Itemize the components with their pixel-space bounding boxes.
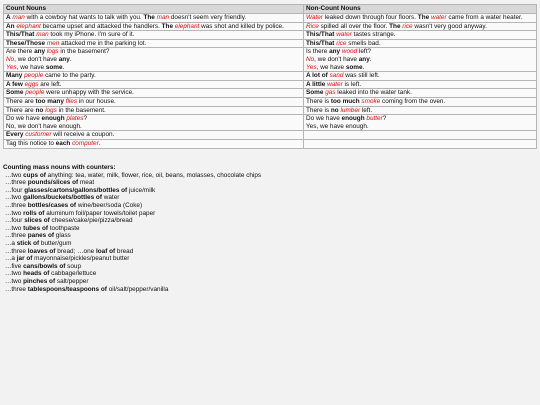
- non-count-noun-cell: [304, 106, 537, 115]
- table-header-row: [4, 5, 537, 14]
- determiner-phrase: some: [45, 63, 63, 71]
- count-nouns-header: Count Nouns: [4, 5, 304, 14]
- counter-item: [3, 270, 261, 278]
- cell-line: [306, 107, 534, 115]
- counter-phrase: gallons/buckets/bottles of: [23, 194, 102, 202]
- cell-line: [6, 72, 301, 80]
- determiner-phrase: any: [329, 48, 341, 56]
- sentence-text: There are: [6, 97, 36, 105]
- determiner-phrase: too much: [330, 97, 360, 105]
- example-noun: man: [36, 31, 49, 39]
- sentence-text: were unhappy with the service.: [44, 89, 134, 97]
- sentence-text: There are: [6, 106, 36, 114]
- example-noun: smoke: [361, 97, 381, 105]
- non-count-nouns-header: Non-Count Nouns: [304, 5, 537, 14]
- counter-phrase: pinches of: [23, 277, 56, 285]
- sentence-text: Yes, we have enough.: [306, 122, 369, 130]
- sentence-text: .: [62, 63, 65, 71]
- sentence-text: attacked me in the parking lot.: [59, 39, 147, 47]
- determiner-phrase: Many: [6, 72, 23, 80]
- example-noun: people: [25, 89, 45, 97]
- count-noun-cell: [4, 72, 304, 81]
- counter-text: …two: [5, 209, 24, 217]
- counter-text: …three: [5, 247, 28, 255]
- non-count-noun-cell: [304, 14, 537, 23]
- example-noun: butter: [366, 115, 383, 123]
- counter-text: …three: [5, 201, 28, 209]
- example-noun: men: [46, 39, 60, 47]
- determiner-phrase: A few: [6, 80, 23, 88]
- table-row: [4, 48, 537, 72]
- non-count-noun-cell: [304, 131, 537, 140]
- count-noun-cell: [4, 89, 304, 98]
- sentence-text: .: [362, 63, 365, 71]
- cell-line: [306, 31, 534, 39]
- determiner-phrase: This/That: [6, 31, 35, 39]
- sentence-text: in the basement.: [56, 106, 106, 114]
- counter-phrase: slices of: [24, 217, 50, 225]
- non-count-noun-cell: [304, 97, 537, 106]
- sentence-text: There is: [306, 97, 331, 105]
- sentence-text: ?: [83, 115, 88, 123]
- cell-line: [306, 81, 534, 89]
- counter-text: cheese/cake/pie/pizza/bread: [49, 217, 133, 225]
- sentence-text: coming from the oven.: [380, 97, 446, 105]
- counter-text: …five: [5, 262, 24, 270]
- counter-item: [3, 187, 261, 195]
- sentence-text: ?: [382, 115, 387, 123]
- count-noun-cell: [4, 131, 304, 140]
- example-noun: rice: [336, 39, 347, 47]
- counter-phrase: heads of: [23, 270, 50, 278]
- cell-line: [306, 64, 534, 72]
- table-row: [4, 39, 537, 48]
- sentence-text: No, we don't have enough.: [6, 122, 82, 130]
- counter-phrase: loaves of: [27, 247, 56, 255]
- sentence-text: are left.: [38, 80, 62, 88]
- sentence-text: will receive a coupon.: [51, 131, 115, 139]
- sentence-text: took my iPhone. I'm sure of it.: [48, 31, 135, 39]
- determiner-phrase: enough: [341, 115, 365, 123]
- sentence-text: was shot and killed by police.: [199, 22, 284, 30]
- counter-phrase: loaf of: [95, 247, 116, 255]
- counters-heading: Counting mass nouns with counters:: [3, 164, 116, 171]
- example-noun: man: [156, 14, 170, 21]
- non-count-noun-cell: [304, 89, 537, 98]
- cell-line: [306, 115, 534, 123]
- cell-line: [306, 123, 534, 131]
- example-noun: Yes: [6, 63, 17, 71]
- sentence-text: , we don't have: [14, 55, 59, 63]
- sentence-text: Do we have: [306, 115, 342, 123]
- counter-phrase: jar of: [16, 255, 33, 263]
- count-noun-cell: [4, 39, 304, 48]
- example-noun: No: [306, 55, 315, 63]
- cell-line: [306, 48, 534, 56]
- count-noun-cell: [4, 14, 304, 23]
- cell-line: [6, 48, 301, 56]
- cell-line: [306, 98, 534, 106]
- example-noun: logs: [46, 48, 59, 56]
- determiner-phrase: A: [6, 14, 11, 21]
- example-noun: elephant: [174, 22, 200, 30]
- table-row: [4, 14, 537, 23]
- counter-text: …two: [5, 224, 24, 232]
- counter-text: …three: [5, 285, 28, 293]
- counter-text: …a: [5, 239, 17, 247]
- sentence-text: Tag this notice to: [6, 139, 56, 147]
- determiner-phrase: A little: [306, 80, 326, 88]
- example-noun: Water: [306, 14, 323, 21]
- table-row: [4, 115, 537, 131]
- non-count-noun-cell: [304, 72, 537, 81]
- noun-comparison-table: [3, 4, 537, 149]
- non-count-noun-cell: [304, 39, 537, 48]
- cell-line: [6, 98, 301, 106]
- sentence-text: , we don't have: [314, 55, 359, 63]
- counter-item: [3, 210, 261, 218]
- sentence-text: came to the party.: [43, 72, 96, 80]
- count-noun-cell: [4, 22, 304, 31]
- counter-text: bread: [115, 247, 134, 255]
- table-row: [4, 106, 537, 115]
- cell-line: [306, 23, 534, 31]
- example-noun: man: [12, 14, 25, 21]
- counter-text: toothpaste: [47, 224, 80, 232]
- cell-line: [6, 40, 301, 48]
- non-count-noun-cell: [304, 139, 537, 148]
- sentence-text: left.: [360, 106, 373, 114]
- counter-phrase: stick of: [16, 239, 40, 247]
- counter-text: …two: [5, 277, 24, 285]
- table-row: [4, 89, 537, 98]
- non-count-noun-cell: [304, 115, 537, 131]
- non-count-noun-cell: [304, 80, 537, 89]
- counter-item: [3, 194, 261, 202]
- counter-phrase: panes of: [27, 232, 55, 240]
- counter-text: …two: [5, 270, 24, 278]
- example-noun: eggs: [24, 80, 39, 88]
- counter-phrase: pounds/slices of: [27, 179, 79, 187]
- counter-phrase: cans/bowls of: [23, 262, 66, 270]
- example-noun: rice: [402, 22, 413, 30]
- counter-phrase: cups of: [23, 171, 46, 179]
- example-noun: No: [6, 55, 15, 63]
- counter-text: …three: [5, 179, 28, 187]
- example-noun: customer: [25, 131, 52, 139]
- counter-item: [3, 248, 261, 256]
- determiner-phrase: enough: [41, 115, 65, 123]
- counter-text: …three: [5, 232, 28, 240]
- counter-text: aluminum foil/paper towels/toilet paper: [44, 209, 156, 217]
- sentence-text: .: [369, 55, 372, 63]
- counter-item: [3, 179, 261, 187]
- counter-item: [3, 202, 261, 210]
- counter-phrase: tubes of: [23, 224, 48, 232]
- counter-text: …a: [5, 255, 17, 263]
- sentence-text: leaked down through four floors.: [322, 14, 418, 21]
- counter-item: [3, 263, 261, 271]
- cell-line: [6, 140, 301, 148]
- determiner-phrase: some: [345, 63, 363, 71]
- sentence-text: , we have: [16, 63, 46, 71]
- cell-line: [6, 14, 301, 22]
- counter-phrase: glasses/cartons/gallons/bottles of: [24, 186, 128, 194]
- example-noun: lumber: [340, 106, 361, 114]
- example-noun: water: [430, 14, 447, 21]
- counter-text: butter/gum: [39, 239, 72, 247]
- count-noun-cell: [4, 31, 304, 40]
- sentence-text: came from a water heater.: [446, 14, 523, 21]
- counter-item: [3, 232, 261, 240]
- determiner-phrase: An: [6, 22, 15, 30]
- table-row: [4, 31, 537, 40]
- example-noun: plates: [66, 115, 84, 123]
- sentence-text: Do we have: [6, 115, 42, 123]
- table-row: [4, 80, 537, 89]
- determiner-phrase: These/Those: [6, 39, 46, 47]
- cell-line: [6, 31, 301, 39]
- count-noun-cell: [4, 80, 304, 89]
- counter-phrase: bottles/cases of: [27, 201, 77, 209]
- cell-line: [6, 123, 301, 131]
- table-row: [4, 72, 537, 81]
- example-noun: wood: [341, 48, 358, 56]
- counter-text: water: [101, 194, 120, 202]
- sentence-text: left?: [357, 48, 372, 56]
- sentence-text: doesn't seem very friendly.: [169, 14, 247, 21]
- example-noun: logs: [45, 106, 57, 114]
- determiner-phrase: The: [417, 14, 430, 21]
- counter-text: juice/milk: [127, 186, 156, 194]
- example-noun: sand: [329, 72, 344, 80]
- table-body: [4, 14, 537, 149]
- sentence-text: was still left.: [343, 72, 380, 80]
- determiner-phrase: each: [55, 139, 71, 147]
- example-noun: elephant: [16, 22, 41, 30]
- counter-item: [3, 286, 261, 294]
- sentence-text: smells bad.: [346, 39, 381, 47]
- determiner-phrase: Every: [6, 131, 24, 139]
- example-noun: people: [24, 72, 44, 80]
- table-row: [4, 139, 537, 148]
- counter-text: wine/beer/soda (Coke): [76, 201, 143, 209]
- cell-line: [306, 72, 534, 80]
- non-count-noun-cell: [304, 31, 537, 40]
- determiner-phrase: too many: [35, 97, 64, 105]
- determiner-phrase: any: [358, 55, 370, 63]
- non-count-noun-cell: [304, 22, 537, 31]
- sentence-text: .: [98, 139, 101, 147]
- non-count-noun-cell: [304, 48, 537, 72]
- determiner-phrase: The: [161, 22, 174, 30]
- counter-text: glass: [54, 232, 71, 240]
- sentence-text: tastes strange.: [351, 31, 396, 39]
- counters-section: [3, 164, 261, 293]
- example-noun: Yes: [306, 63, 317, 71]
- counter-item: [3, 172, 261, 180]
- sentence-text: became upset and attacked the handlers.: [40, 22, 162, 30]
- example-noun: Rice: [306, 22, 319, 30]
- determiner-phrase: any: [34, 48, 46, 56]
- count-noun-cell: [4, 106, 304, 115]
- counter-item: [3, 278, 261, 286]
- sentence-text: .: [69, 55, 72, 63]
- sentence-text: Is there: [306, 48, 330, 56]
- sentence-text: in the basement?: [58, 48, 110, 56]
- cell-line: [306, 14, 534, 22]
- cell-line: [6, 81, 301, 89]
- sentence-text: , we have: [316, 63, 346, 71]
- sentence-text: spilled all over the floor.: [318, 22, 390, 30]
- cell-line: [6, 89, 301, 97]
- count-noun-cell: [4, 115, 304, 131]
- example-noun: gas: [325, 89, 336, 97]
- example-noun: computer: [72, 139, 99, 147]
- example-noun: water: [327, 80, 343, 88]
- determiner-phrase: The: [143, 14, 155, 21]
- sentence-text: in our house.: [77, 97, 116, 105]
- counter-item: [3, 217, 261, 225]
- counter-text: …four: [5, 217, 25, 225]
- count-noun-cell: [4, 48, 304, 72]
- counter-phrase: tablespoons/teaspoons of: [27, 285, 107, 293]
- sentence-text: Are there: [6, 48, 35, 56]
- determiner-phrase: This/That: [306, 39, 335, 47]
- table-row: [4, 22, 537, 31]
- determiner-phrase: Some: [306, 89, 324, 97]
- counter-text: oil/salt/pepper/vanilla: [106, 285, 169, 293]
- cell-line: [6, 107, 301, 115]
- table-row: [4, 131, 537, 140]
- counter-text: …two: [5, 171, 24, 179]
- counter-text: …four: [5, 186, 25, 194]
- sentence-text: wasn't very good anyway.: [412, 22, 487, 30]
- table-row: [4, 97, 537, 106]
- counter-text: anything: tea, water, milk, flower, rice, oil, beans, molasses, chocolate chips: [45, 171, 262, 179]
- cell-line: [6, 131, 301, 139]
- example-noun: water: [336, 31, 352, 39]
- counter-text: salt/pepper: [55, 277, 89, 285]
- counter-text: cabbage/lettuce: [49, 270, 97, 278]
- counter-text: soup: [65, 262, 82, 270]
- counter-item: [3, 255, 261, 263]
- counter-item: [3, 240, 261, 248]
- counter-item: [3, 225, 261, 233]
- sentence-text: with a cowboy hat wants to talk with you.: [24, 14, 144, 21]
- sentence-text: There is: [306, 106, 331, 114]
- cell-line: [6, 64, 301, 72]
- count-noun-cell: [4, 139, 304, 148]
- cell-line: [6, 115, 301, 123]
- determiner-phrase: The: [389, 22, 401, 30]
- count-noun-cell: [4, 97, 304, 106]
- cell-line: [306, 89, 534, 97]
- determiner-phrase: no: [35, 106, 44, 114]
- cell-line: [306, 40, 534, 48]
- determiner-phrase: This/That: [306, 31, 335, 39]
- sentence-text: is left.: [342, 80, 362, 88]
- counter-text: mayonnaise/pickles/peanut butter: [32, 255, 130, 263]
- determiner-phrase: A lot of: [306, 72, 328, 80]
- sentence-text: leaked into the water tank.: [335, 89, 412, 97]
- counter-phrase: rolls of: [23, 209, 45, 217]
- determiner-phrase: any: [58, 55, 70, 63]
- cell-line: [6, 56, 301, 64]
- counter-text: …two: [5, 194, 24, 202]
- counters-list: [3, 172, 261, 294]
- counter-text: meat: [78, 179, 95, 187]
- determiner-phrase: Some: [6, 89, 24, 97]
- cell-line: [6, 23, 301, 31]
- counter-text: bread; …one: [55, 247, 96, 255]
- determiner-phrase: no: [330, 106, 339, 114]
- cell-line: [306, 56, 534, 64]
- example-noun: flies: [65, 97, 78, 105]
